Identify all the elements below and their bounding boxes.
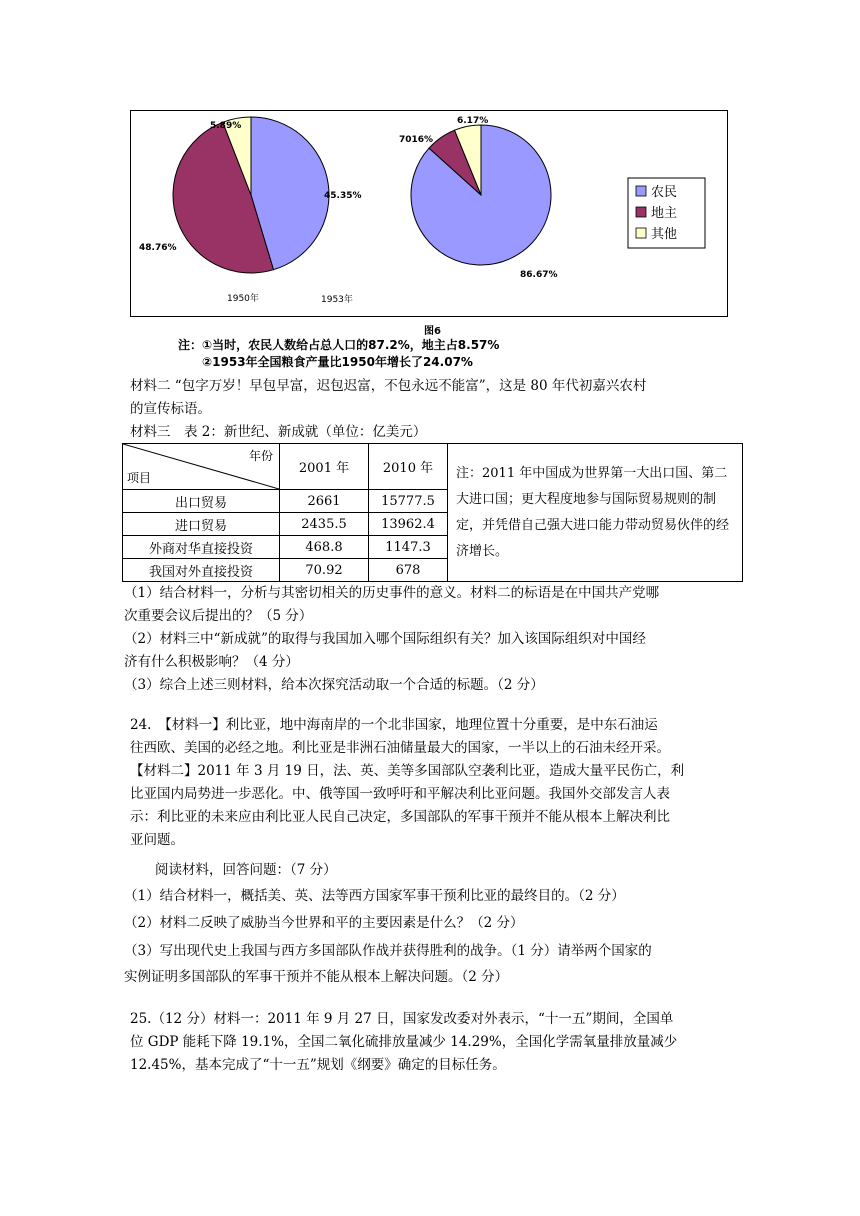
row-2001: 2661	[280, 490, 369, 513]
corner-year-label: 年份	[248, 449, 273, 463]
pie-chart-figure	[130, 110, 728, 317]
table-corner-cell	[123, 444, 280, 490]
pie1-label-peasant: 45.35%	[324, 191, 362, 201]
pie1-label-landlord: 48.76%	[139, 243, 177, 253]
achievements-table	[122, 443, 743, 582]
pie2-label-peasant: 86.67%	[520, 270, 558, 280]
q25-line3: 12.45%，基本完成了“十一五”规划《纲要》确定的目标任务。	[130, 1057, 506, 1073]
legend-swatch-peasant	[636, 186, 646, 196]
q24-line3: 【材料二】2011 年 3 月 19 日，法、英、美等多国部队空袭利比亚，造成大量平民伤亡，利	[130, 763, 685, 779]
row-2010: 15777.5	[369, 490, 448, 513]
q23-line5: （3）综合上述三则材料，给本次探究活动取一个合适的标题。（2 分）	[124, 677, 544, 693]
note-1: 注：①当时，农民人数给占总人口的87.2%，地主占8.57%	[178, 338, 500, 352]
q23-line2: 次重要会议后提出的？（5 分）	[124, 608, 313, 624]
legend-label-peasant: 农民	[651, 185, 678, 200]
pie1-year: 1950年	[227, 294, 259, 304]
row-item: 外商对华直接投资	[123, 536, 280, 559]
row-2001: 468.8	[280, 536, 369, 559]
legend-swatch-landlord	[636, 207, 646, 217]
q24-question2: （2）材料二反映了威胁当今世界和平的主要因素是什么？（2 分）	[124, 915, 524, 931]
header-2010: 2010 年	[369, 444, 448, 490]
table-note: 注：2011 年中国成为世界第一大出口国、第二大进口国；更大程度地参与国际贸易规则的制定，并凭借自己强大进口能力带动贸易伙伴的经济增长。	[448, 444, 743, 582]
figure-caption: 图6	[424, 326, 441, 337]
row-item: 我国对外直接投资	[123, 559, 280, 582]
row-item: 进口贸易	[123, 513, 280, 536]
row-2010: 678	[369, 559, 448, 582]
q23-line1: （1）结合材料一，分析与其密切相关的历史事件的意义。材料二的标语是在中国共产党哪	[124, 585, 660, 601]
q24-line1: 24. 【材料一】利比亚，地中海南岸的一个北非国家，地理位置十分重要，是中东石油运	[130, 717, 658, 733]
q24-line2: 往西欧、美国的必经之地。利比亚是非洲石油储量最大的国家，一半以上的石油未经开采。	[130, 740, 670, 756]
row-2010: 13962.4	[369, 513, 448, 536]
row-2010: 1147.3	[369, 536, 448, 559]
material2-line1: 材料二 “包字万岁！早包早富，迟包迟富，不包永远不能富”，这是 80 年代初嘉兴农村	[130, 378, 647, 394]
q24-line4: 比亚国内局势进一步恶化。中、俄等国一致呼吁和平解决利比亚问题。我国外交部发言人表	[130, 786, 670, 802]
q23-line3: （2）材料三中“新成就”的取得与我国加入哪个国际组织有关？加入该国际组织对中国经	[124, 631, 646, 647]
corner-item-label: 项目	[127, 471, 152, 485]
pie-1950	[173, 117, 329, 273]
pie2-label-landlord: 7016%	[399, 135, 434, 145]
pie2-label-other: 6.17%	[457, 116, 489, 126]
q24-question1: （1）结合材料一，概括美、英、法等西方国家军事干预利比亚的最终目的。（2 分）	[124, 888, 625, 904]
q24-prompt: 阅读材料，回答问题：（7 分）	[155, 862, 337, 878]
q24-line5: 示：利比亚的未来应由利比亚人民自己决定，多国部队的军事干预并不能从根本上解决利比	[130, 809, 670, 825]
legend-swatch-other	[636, 228, 646, 238]
pie-1953	[411, 125, 551, 265]
row-2001: 70.92	[280, 559, 369, 582]
q24-question3a: （3）写出现代史上我国与西方多国部队作战并获得胜利的战争。（1 分）请举两个国家的	[124, 943, 652, 959]
q25-line2: 位 GDP 能耗下降 19.1%，全国二氧化硫排放量减少 14.29%，全国化学需氧量排放量减少	[130, 1034, 678, 1050]
header-2001: 2001 年	[280, 444, 369, 490]
row-2001: 2435.5	[280, 513, 369, 536]
pie-charts-svg	[131, 111, 727, 316]
q24-line6: 亚问题。	[130, 832, 184, 848]
q25-line1: 25.（12 分）材料一：2011 年 9 月 27 日，国家发改委对外表示，“十一五”期间，全国单	[130, 1011, 674, 1027]
material3-title: 材料三 表 2：新世纪、新成就（单位：亿美元）	[130, 424, 427, 440]
pie1-label-other: 5.89%	[210, 121, 242, 131]
legend-label-other: 其他	[651, 227, 678, 242]
row-item: 出口贸易	[123, 490, 280, 513]
legend-label-landlord: 地主	[651, 206, 678, 221]
note-2: ②1953年全国粮食产量比1950年增长了24.07%	[202, 355, 473, 369]
q23-line4: 济有什么积极影响？（4 分）	[124, 654, 299, 670]
pie2-year: 1953年	[321, 295, 353, 305]
material2-line2: 的宣传标语。	[130, 401, 211, 417]
q24-question3b: 实例证明多国部队的军事干预并不能从根本上解决问题。（2 分）	[124, 969, 509, 985]
